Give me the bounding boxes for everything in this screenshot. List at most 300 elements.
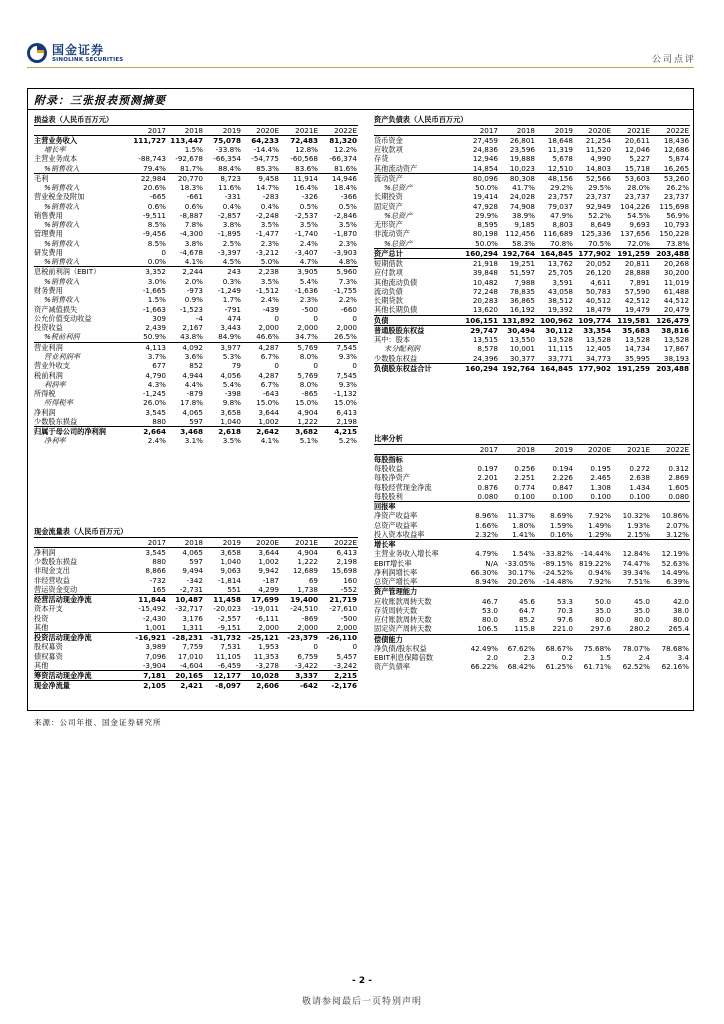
row-value: 23,737 [624, 192, 650, 202]
row-value: 2,215 [319, 671, 358, 681]
row-value: 265.4 [668, 624, 689, 634]
row-value [499, 634, 536, 644]
table-row [34, 652, 358, 661]
row-value: 72,248 [472, 286, 498, 296]
table-row [374, 248, 690, 258]
row-value: 3,658 [220, 407, 241, 417]
row-value: 880 [152, 556, 166, 566]
row-value: 11,319 [547, 144, 573, 154]
table-row [34, 361, 358, 370]
row-value: 44,512 [663, 296, 690, 306]
row-label: EBIT利息保障倍数 [374, 653, 434, 663]
table-title: 比率分析 [374, 432, 690, 444]
row-label: 净资产收益率 [374, 511, 418, 521]
table-row [374, 606, 690, 615]
row-value [612, 587, 651, 597]
row-label: %销售收入 [44, 220, 80, 230]
row-value: 18,648 [547, 135, 573, 145]
row-value [651, 587, 690, 597]
year-header-row [374, 125, 690, 135]
income-statement-table [34, 113, 358, 446]
table-row [34, 257, 358, 267]
row-label: 财务费用 [34, 286, 63, 296]
table-row [374, 662, 690, 671]
row-value: 26.2% [666, 182, 690, 192]
row-value: 100,962 [536, 315, 574, 325]
row-value: 7,891 [629, 277, 650, 287]
row-value: 4.7% [299, 257, 318, 267]
row-value: 4,113 [130, 342, 167, 352]
report-type-label: 公司点评 [651, 55, 696, 65]
row-value: 6,759 [297, 651, 318, 661]
row-value: -283 [262, 192, 279, 202]
row-value: 2,642 [242, 427, 280, 437]
table-row [34, 604, 358, 613]
row-label: 税前利润 [34, 370, 63, 380]
row-value [499, 587, 536, 597]
row-label: %税前利润 [44, 332, 80, 342]
row-value: 0.3% [222, 276, 241, 286]
row-value: 106,151 [462, 315, 499, 325]
row-value: 1.5% [147, 295, 166, 305]
row-label: 资产负债率 [374, 662, 410, 672]
table-row [374, 135, 690, 145]
row-value: 11,914 [280, 173, 319, 183]
row-value: 52.63% [661, 558, 689, 568]
row-value: 27,459 [472, 135, 498, 145]
year-header-blank [374, 444, 462, 454]
row-value [536, 454, 574, 464]
row-value: 7,531 [220, 642, 241, 652]
row-label: 营业外收支 [34, 361, 70, 371]
row-value: 2,000 [297, 622, 318, 632]
row-label: 每股净资产 [374, 473, 410, 483]
year-header: 2017 [130, 537, 167, 547]
row-value: 2.4% [260, 295, 279, 305]
row-label: 每股经营现金净流 [374, 482, 432, 492]
row-value: -3,242 [333, 660, 358, 670]
table-row [374, 559, 690, 568]
row-label: 存货周转天数 [374, 605, 418, 615]
row-value: 1.54% [512, 549, 535, 559]
row-value: 2.15% [627, 529, 650, 539]
table-row [374, 173, 690, 183]
row-value: 29.9% [475, 210, 498, 220]
table-row [34, 557, 358, 566]
row-value: 3.7% [147, 351, 166, 361]
row-value: -8,887 [179, 210, 203, 220]
row-value: 1.93% [627, 520, 650, 530]
row-value: 13,528 [585, 335, 611, 345]
row-value: 80,096 [462, 173, 499, 183]
row-value: -88,743 [138, 154, 166, 164]
row-value: 64,233 [251, 135, 279, 145]
row-value: 30.17% [507, 567, 535, 577]
row-value: 8,866 [145, 566, 166, 576]
year-header: 2019 [204, 125, 242, 135]
row-value: 2,198 [336, 416, 357, 426]
row-value: 2,000 [336, 323, 357, 333]
table-title-row [374, 113, 690, 125]
table-row [374, 502, 690, 512]
table-row [374, 335, 690, 344]
row-value: 12,689 [292, 566, 318, 576]
row-label: 主营业务成本 [34, 154, 78, 164]
row-value: -1,132 [333, 389, 357, 399]
row-value: 597 [189, 556, 203, 566]
row-value: 3,337 [280, 671, 319, 681]
row-value: -3,422 [294, 660, 318, 670]
row-value: 2,421 [167, 681, 204, 691]
row-value: -60,568 [290, 154, 318, 164]
row-value: -92,678 [175, 154, 203, 164]
row-value: 0 [313, 361, 318, 371]
row-value: 5.4% [299, 276, 318, 286]
row-value: 1,953 [258, 642, 279, 652]
row-value: 106.5 [477, 624, 498, 634]
row-value: 38,193 [663, 353, 690, 363]
row-value: 177,902 [574, 248, 612, 258]
row-value: 0.080 [477, 491, 498, 501]
row-value: 70.5% [588, 238, 611, 248]
row-label: 存货 [374, 154, 389, 164]
row-value: 85.3% [256, 163, 279, 173]
table-row [374, 540, 690, 550]
row-value: -3,397 [217, 248, 241, 258]
row-value: -326 [301, 192, 318, 202]
year-header: 2022E [319, 537, 358, 547]
row-label: 少数股东损益 [34, 556, 78, 566]
row-value: 2,664 [130, 427, 167, 437]
row-value [574, 502, 612, 512]
row-value: 9,942 [258, 566, 279, 576]
row-value: -973 [186, 286, 203, 296]
row-label: %销售收入 [44, 163, 80, 173]
table-row [34, 595, 358, 605]
table-row [374, 577, 690, 587]
row-value: 17.8% [180, 398, 203, 408]
row-value: 0 [274, 313, 279, 323]
row-value: 7.8% [184, 220, 203, 230]
row-value: 23,737 [585, 192, 611, 202]
row-label: 净利率 [44, 436, 66, 446]
row-value: 7,759 [182, 642, 203, 652]
row-value: 11,520 [585, 144, 611, 154]
table-row [34, 671, 358, 681]
row-value: 38.9% [512, 210, 535, 220]
row-value: 62.52% [622, 662, 650, 672]
table-row [34, 614, 358, 623]
row-value: -1,249 [217, 286, 241, 296]
row-value: 24,836 [472, 144, 498, 154]
table-row [34, 164, 358, 174]
table-row [34, 408, 358, 417]
table-row [374, 192, 690, 201]
row-label: 回报率 [374, 502, 462, 512]
row-label: 投入资本收益率 [374, 529, 425, 539]
row-value: 2.3% [299, 295, 318, 305]
row-value: 12,686 [663, 144, 690, 154]
table-row [34, 332, 358, 342]
row-value: -552 [340, 584, 358, 594]
row-value: 0.4% [260, 201, 279, 211]
row-value: 3,443 [220, 323, 241, 333]
row-value: 0 [274, 361, 279, 371]
row-value: 0.876 [477, 482, 498, 492]
table-row [34, 154, 358, 163]
row-label: %销售收入 [44, 201, 80, 211]
row-value: 83.6% [295, 163, 318, 173]
row-value: 3,545 [145, 547, 166, 557]
row-label: 所得税率 [44, 398, 73, 408]
row-value: 17,867 [663, 344, 690, 354]
row-value: 16,265 [663, 163, 690, 173]
row-value: 30,377 [509, 353, 535, 363]
row-value: 22,984 [130, 173, 167, 183]
table-row [34, 585, 358, 595]
row-value: 12.19% [661, 549, 689, 559]
year-header-blank [34, 125, 130, 135]
row-value: 17,699 [242, 595, 280, 605]
row-value: 4,287 [258, 370, 279, 380]
row-value: 3.4 [677, 653, 689, 663]
row-value: 3.8% [222, 220, 241, 230]
row-value: 0.272 [629, 463, 650, 473]
row-value: 4,944 [182, 370, 203, 380]
table-row [34, 623, 358, 633]
table-row [374, 305, 690, 315]
row-label: 少数股东损益 [34, 416, 78, 426]
row-value: -66,354 [213, 154, 241, 164]
row-value: 17,010 [177, 651, 203, 661]
row-value: -2,430 [142, 613, 166, 623]
row-value: -3,212 [255, 248, 279, 258]
row-value: 3.1% [184, 436, 203, 446]
row-value: 13,620 [472, 305, 498, 315]
table-row [374, 145, 690, 154]
row-value: 1,222 [297, 416, 318, 426]
row-value: 3,989 [145, 642, 166, 652]
report-header [0, 0, 724, 76]
row-value: 852 [189, 361, 203, 371]
row-value: 3,545 [145, 407, 166, 417]
row-value: 23,737 [663, 192, 690, 202]
row-label: %总资产 [384, 210, 413, 220]
row-value: 48,156 [536, 173, 574, 183]
row-value: -331 [224, 192, 241, 202]
row-value [130, 145, 167, 154]
ratio-analysis-panel [374, 432, 690, 672]
table-row [374, 296, 690, 305]
table-title-row [374, 432, 690, 444]
table-row [374, 220, 690, 229]
row-label: 其中：股本 [374, 335, 410, 345]
row-label: 每股指标 [374, 454, 462, 464]
row-value: -1,755 [333, 286, 357, 296]
row-label: 应付账款周转天数 [374, 615, 432, 625]
row-value: 24,028 [509, 192, 535, 202]
row-value: 5,769 [280, 342, 319, 352]
table-row [34, 380, 358, 389]
row-value: 1.49% [588, 520, 611, 530]
row-value: -54,775 [251, 154, 279, 164]
row-value: 72.0% [627, 238, 650, 248]
row-value: 51,597 [509, 268, 535, 278]
row-value: 1.5 [599, 653, 611, 663]
row-value: 50.0% [475, 182, 498, 192]
table-row [34, 183, 358, 192]
row-label: 应付款项 [374, 268, 403, 278]
row-value: -24,510 [290, 604, 318, 614]
row-value: 597 [189, 416, 203, 426]
year-header: 2021E [612, 125, 651, 135]
row-value: 0 [352, 361, 357, 371]
row-label: %销售收入 [44, 276, 80, 286]
row-value: -1,477 [255, 229, 279, 239]
row-value [536, 502, 574, 512]
row-value: 2.3% [338, 238, 357, 248]
table-row [374, 211, 690, 220]
row-value: 20,268 [651, 259, 690, 269]
table-row [374, 483, 690, 492]
table-row [34, 314, 358, 323]
row-label: 应收账款周转天数 [374, 596, 432, 606]
balance-sheet-panel [374, 113, 690, 373]
table-row [374, 568, 690, 577]
row-label: 流动资产 [374, 173, 462, 183]
row-value: 13,528 [663, 335, 690, 345]
row-value: 52,566 [574, 173, 612, 183]
row-value: 33,354 [574, 325, 612, 335]
row-value: 6,413 [336, 407, 357, 417]
row-value: 677 [152, 361, 166, 371]
row-value: 191,259 [612, 363, 651, 373]
row-value: 10,023 [509, 163, 535, 173]
balance-sheet-table [374, 113, 690, 373]
year-header-blank [374, 125, 462, 135]
row-value: 0.0% [147, 257, 166, 267]
row-value: 61.25% [545, 662, 573, 672]
row-value: 2.2% [338, 295, 357, 305]
sinolink-logo-icon [26, 42, 48, 64]
row-value: 52.2% [588, 210, 611, 220]
row-value: 50.0% [475, 238, 498, 248]
row-value: 78,835 [509, 286, 535, 296]
row-value: 2,198 [336, 556, 358, 566]
row-value: 24,396 [472, 353, 498, 363]
row-value [462, 634, 499, 644]
row-value: 2.201 [477, 473, 498, 483]
row-value: -869 [301, 613, 318, 623]
row-value: 2,000 [336, 622, 358, 632]
row-value: 53.0 [481, 605, 498, 615]
row-value: 3.12% [666, 529, 689, 539]
ratio-analysis-table [374, 432, 690, 672]
row-value: 2,000 [258, 323, 279, 333]
row-value: 2.07% [666, 520, 689, 530]
row-value [574, 587, 612, 597]
row-value: 11,353 [253, 651, 279, 661]
row-value: -28,231 [167, 633, 204, 643]
table-row [374, 268, 690, 277]
row-value: 81.6% [334, 163, 357, 173]
table-row [34, 173, 358, 183]
table-row [34, 436, 358, 445]
row-value: -1,895 [217, 229, 241, 239]
row-value: 14,803 [585, 163, 611, 173]
row-value: 47.9% [550, 210, 573, 220]
row-value: 104,226 [620, 201, 650, 211]
row-value [612, 454, 651, 464]
row-label: 现金净流量 [34, 681, 130, 691]
row-value: 3.6% [184, 351, 203, 361]
row-value: 34,773 [585, 353, 611, 363]
row-value: 8.5% [147, 220, 166, 230]
row-value: -1,663 [142, 304, 166, 314]
row-value: 53,260 [651, 173, 690, 183]
row-value: 20,479 [663, 305, 690, 315]
row-value: 7,181 [130, 671, 167, 681]
row-value: 30,112 [536, 325, 574, 335]
table-row [34, 547, 358, 557]
row-value: -66,374 [329, 154, 357, 164]
row-value: 0.5% [299, 201, 318, 211]
row-label: 总资产增长率 [374, 577, 418, 587]
disclaimer-note: 敬请参阅最后一页特别声明 [301, 997, 422, 1007]
table-row [34, 681, 358, 691]
table-row [34, 633, 358, 643]
row-value: 10.32% [622, 511, 650, 521]
row-value: 2,244 [167, 267, 204, 277]
row-value: -3,278 [255, 660, 279, 670]
row-value: 131,892 [499, 315, 536, 325]
row-label: 少数股东权益 [374, 353, 418, 363]
row-label: 净负债/股东权益 [374, 643, 427, 653]
header-divider [27, 67, 694, 68]
table-row [374, 473, 690, 482]
row-value: 113,447 [170, 135, 203, 145]
row-value: 7.51% [627, 577, 650, 587]
row-value: 11.6% [218, 182, 241, 192]
table-row [34, 135, 358, 145]
row-value: 45.6 [518, 596, 535, 606]
row-value: 3.5% [260, 276, 279, 286]
row-value: 13,515 [472, 335, 498, 345]
row-label: 每股股利 [374, 491, 403, 501]
row-value: 43,058 [547, 286, 573, 296]
appendix-title: 附录：三张报表预测摘要 [34, 94, 166, 107]
row-value: 0.6% [184, 201, 203, 211]
row-label: 总资产收益率 [374, 520, 418, 530]
row-value: 1.66% [475, 520, 498, 530]
row-value: 20,770 [167, 173, 204, 183]
table-row [374, 344, 690, 353]
row-label: 营运资金变动 [34, 584, 78, 594]
row-label: 应收款项 [374, 144, 403, 154]
table-row [34, 352, 358, 361]
row-value: 1,222 [297, 556, 318, 566]
row-label: 其他 [34, 622, 49, 632]
row-value: 165 [152, 584, 166, 594]
table-row [34, 642, 358, 651]
row-value: 14,734 [624, 344, 650, 354]
row-value: 3,658 [220, 547, 241, 557]
table-row [374, 521, 690, 530]
row-label: 营业利润率 [44, 351, 80, 361]
row-value: -879 [186, 389, 203, 399]
row-value: 8.69% [550, 511, 573, 521]
row-value: 21,719 [319, 595, 358, 605]
